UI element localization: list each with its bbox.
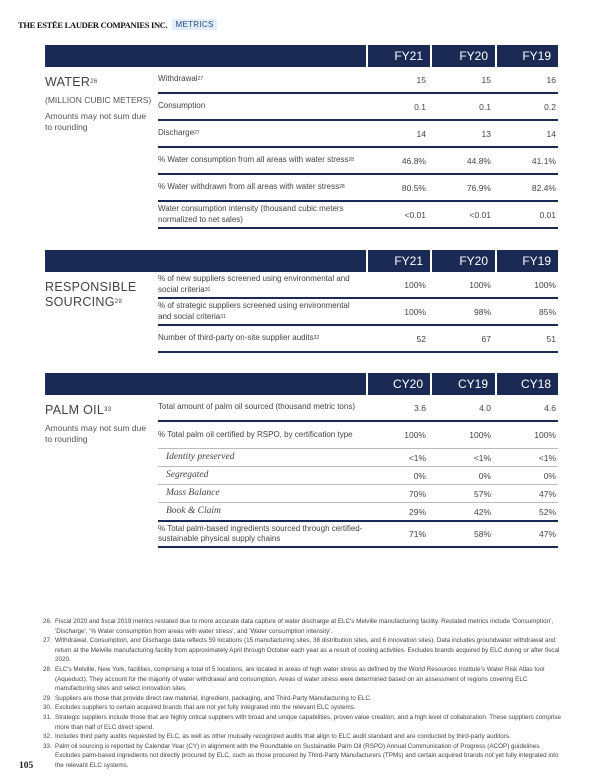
cell-value: 0.1 [414, 101, 426, 112]
footnote-ref: 29 [114, 299, 123, 305]
table-rows [158, 272, 558, 353]
cell-value: 100% [534, 430, 556, 440]
cell-value: 80.5% [401, 182, 426, 193]
footnote [43, 636, 563, 665]
cell-value: 47% [538, 488, 556, 499]
cell-value: 4.6 [544, 402, 556, 413]
company-name: THE ESTĒE LAUDER COMPANIES INC. [18, 19, 168, 30]
row-label [158, 488, 363, 499]
column-header: FY19 [495, 45, 558, 67]
section-title [45, 75, 155, 90]
row-label-text: % Water consumption from all areas with water stress [158, 155, 349, 165]
column-header: FY20 [430, 250, 495, 272]
cell-value: 44.8% [466, 155, 491, 166]
cell-value: 71% [408, 529, 426, 539]
cell-value: 13 [481, 128, 491, 139]
table-row [158, 522, 558, 548]
table-rows [158, 395, 558, 548]
section-title-text: RESPONSIBLE SOURCING [45, 280, 137, 309]
cell-value: 46.8% [401, 155, 426, 166]
table-row [158, 467, 558, 485]
cell-value: 57% [473, 488, 491, 499]
table-row [158, 326, 558, 353]
section-label [45, 75, 155, 133]
row-label [158, 524, 363, 545]
footnote-number: 31. [43, 713, 52, 721]
section-title-text: PALM OIL [45, 403, 105, 417]
row-label-text: Consumption [158, 101, 206, 111]
responsible-sourcing-table [45, 250, 558, 344]
row-label [158, 402, 363, 413]
table-row [158, 449, 558, 467]
cell-value: 0% [543, 470, 556, 481]
table-row [158, 395, 558, 422]
footnote-text: Palm oil sourcing is reported by Calendar Year (CY) in alignment with the Roundtable on Sustainable Palm Oil (RSPO) Annual Communication of Progress (ACOP) guidelines. Excludes palm-based ingredients not directly procured by ELC, such as those procured by Third-Party Manufacturers (TPMs) and certain acquired brands not yet fully integrated into the relevant ELC systems. [55, 742, 559, 769]
cell-value: 100% [534, 279, 556, 290]
row-label [158, 182, 363, 193]
palm-oil-table [45, 373, 558, 543]
cell-value: 0% [413, 470, 426, 481]
cell-value: <0.01 [469, 209, 491, 220]
table-header [45, 373, 558, 395]
footnote-ref: 30 [204, 286, 211, 293]
cell-value: 52% [538, 506, 556, 517]
cell-value: 0% [478, 470, 491, 481]
section-title [45, 280, 155, 310]
footnote-ref: 26 [90, 79, 98, 85]
footnote [43, 713, 563, 732]
page-number: 105 [19, 761, 34, 771]
table-row [158, 299, 558, 326]
footnote-ref: 33 [104, 407, 112, 413]
cell-value: 29% [408, 506, 426, 517]
row-label [158, 506, 363, 517]
cell-value: 42% [473, 506, 491, 517]
table-row [158, 485, 558, 503]
row-label-text: % Total palm oil certified by RSPO, by certification type [158, 429, 353, 439]
cell-value: 47% [538, 529, 556, 539]
footnote [43, 732, 563, 742]
footnote-number: 30. [43, 704, 52, 712]
cell-value: 15 [481, 74, 491, 85]
table-row [158, 121, 558, 148]
row-label-text: % Total palm-based ingredients sourced through certified-sustainable physical supply chains [158, 523, 363, 543]
footnote [43, 742, 563, 771]
cell-value: 100% [404, 279, 426, 290]
cell-value: <0.01 [404, 209, 426, 220]
cell-value: 3.6 [414, 402, 426, 413]
footnote-text: Fiscal 2020 and fiscal 2019 metrics restated due to more accurate data capture of water discharge at ELC's Melville manufacturing facility. Restated metrics include 'Consumption', 'Discharge', '% Water consumption from areas with water stress', and 'Water consumption intensity'. [55, 618, 554, 635]
cell-value: <1% [538, 452, 556, 463]
cell-value: 0.01 [539, 209, 556, 220]
row-label-text: % of strategic suppliers screened using environmental and social criteria [158, 301, 350, 321]
cell-value: 100% [469, 430, 491, 440]
column-header: CY20 [366, 373, 430, 395]
footnote-text: Excludes suppliers to certain acquired brands that are not yet fully integrated into the relevant ELC systems. [55, 704, 356, 712]
column-header: CY19 [430, 373, 495, 395]
row-label-text: Withdrawal [158, 74, 198, 84]
footnote-text: Includes third party audits requested by ELC, as well as other mutually recognized audits that align to ELC audit standard and are conducted by third-party auditors. [55, 733, 511, 741]
row-label [158, 204, 363, 225]
rounding-note: Amounts may not sum due to rounding [45, 111, 147, 132]
row-label [158, 74, 363, 85]
cell-value: 100% [404, 430, 426, 440]
table-header [45, 250, 558, 272]
table-row [158, 148, 558, 175]
row-label-text: Book & Claim [166, 506, 221, 517]
footnote-number: 27. [43, 637, 52, 645]
footnote [43, 694, 563, 704]
footnote-text: Suppliers are those that provide direct raw material, ingredient, packaging, and Third-Party Manufacturing to ELC. [55, 694, 372, 702]
cell-value: 14 [416, 128, 426, 139]
column-header: CY18 [495, 373, 558, 395]
table-row [158, 67, 558, 94]
row-label [158, 101, 363, 112]
footnote [43, 703, 563, 713]
cell-value: 100% [469, 279, 491, 290]
section-tag: METRICS [172, 19, 216, 30]
table-row [158, 272, 558, 299]
footnote-text: Strategic suppliers include those that are highly critical suppliers with broad and unique capabilities, proven value creation, and a high level of collaboration. These suppliers comprise more than half of ELC direct spend. [55, 713, 562, 731]
cell-value: 16 [546, 74, 556, 85]
unit-label: (MILLION CUBIC METERS) [45, 95, 152, 105]
footnote-number: 28. [43, 665, 52, 673]
table-header [45, 45, 558, 67]
footnote-number: 26. [43, 618, 52, 625]
footnote-text: ELC's Melville, New York, facilities, comprising a total of 5 locations, are located in areas of high water stress as defined by the World Resources Institute's Water Risk Atlas tool (Aqueduct). They account for the majority of water withdrawal and consumption. Areas of water stress were determined based on an assessment of regions covering ELC manufacturing sites and select innovation sites. [55, 665, 545, 693]
footnote-text: Withdrawal, Consumption, and Discharge data reflects 59 locations (15 manufacturing sites, 38 distribution sites, and 6 innovation sites). Data includes groundwater withdrawal and return at the Melville manufacturing facility from approximately April through October each year as a result of cooling activities. Excludes brands acquired by ELC during or after fiscal 2020. [55, 637, 560, 664]
footnote-ref: 32 [313, 335, 320, 342]
cell-value: 85% [538, 306, 556, 317]
row-label [158, 128, 363, 139]
cell-value: 76.9% [466, 182, 491, 193]
cell-value: 58% [473, 529, 491, 539]
table-row [158, 422, 558, 449]
column-header: FY20 [430, 45, 495, 67]
footnote [43, 665, 563, 694]
row-label [158, 333, 363, 344]
column-header: FY21 [366, 45, 430, 67]
footnote-ref: 28 [348, 157, 354, 164]
row-label-text: % of new suppliers screened using environmental and social criteria [158, 274, 350, 294]
table-rows [158, 67, 558, 229]
row-label [158, 155, 363, 166]
row-label-text: Mass Balance [166, 488, 220, 499]
section-title [45, 403, 155, 418]
row-label-text: Segregated [166, 470, 209, 481]
table-row [158, 94, 558, 121]
footnote [43, 617, 563, 636]
footnote-ref: 27 [194, 130, 200, 137]
row-label-text: Identity preserved [166, 452, 235, 463]
row-label [158, 452, 363, 463]
cell-value: 41.1% [531, 155, 556, 166]
footnote-number: 32. [43, 733, 52, 741]
footnote-number: 33. [43, 742, 52, 750]
row-label-text: Discharge [158, 128, 195, 138]
cell-value: 100% [404, 306, 426, 317]
cell-value: 0.1 [479, 101, 491, 112]
rounding-note: Amounts may not sum due to rounding [45, 423, 147, 444]
footnote-ref: 27 [197, 76, 204, 83]
table-row [158, 503, 558, 522]
footnotes [43, 617, 563, 771]
cell-value: 15 [416, 74, 426, 85]
row-label-text: % Water withdrawn from all areas with water stress [158, 182, 340, 192]
cell-value: 51 [546, 333, 556, 344]
section-title-text: WATER [45, 75, 91, 89]
row-label [158, 301, 363, 322]
cell-value: <1% [473, 452, 491, 463]
column-header: FY19 [495, 250, 558, 272]
row-label [158, 274, 363, 295]
row-label [158, 430, 363, 441]
cell-value: 70% [408, 488, 426, 499]
cell-value: 98% [473, 306, 491, 317]
footnote-number: 29. [43, 694, 52, 702]
cell-value: 67 [481, 333, 491, 344]
table-row [158, 175, 558, 202]
section-label [45, 403, 155, 445]
column-header: FY21 [366, 250, 430, 272]
cell-value: 52 [416, 333, 426, 344]
cell-value: 14 [546, 128, 556, 139]
footnote-ref: 28 [339, 184, 345, 191]
row-label [158, 470, 363, 481]
footnote-ref: 31 [220, 313, 226, 320]
row-label-text: Number of third-party on-site supplier audits [158, 333, 314, 343]
row-label-text: Water consumption intensity (thousand cubic meters normalized to net sales) [158, 204, 344, 224]
water-table [45, 45, 558, 224]
page-header [18, 19, 217, 30]
row-label-text: Total amount of palm oil sourced (thousand metric tons) [158, 402, 355, 412]
cell-value: <1% [408, 452, 426, 463]
cell-value: 0.2 [544, 101, 556, 112]
section-label [45, 280, 155, 310]
cell-value: 82.4% [531, 182, 556, 193]
table-row [158, 202, 558, 229]
cell-value: 4.0 [479, 402, 491, 413]
